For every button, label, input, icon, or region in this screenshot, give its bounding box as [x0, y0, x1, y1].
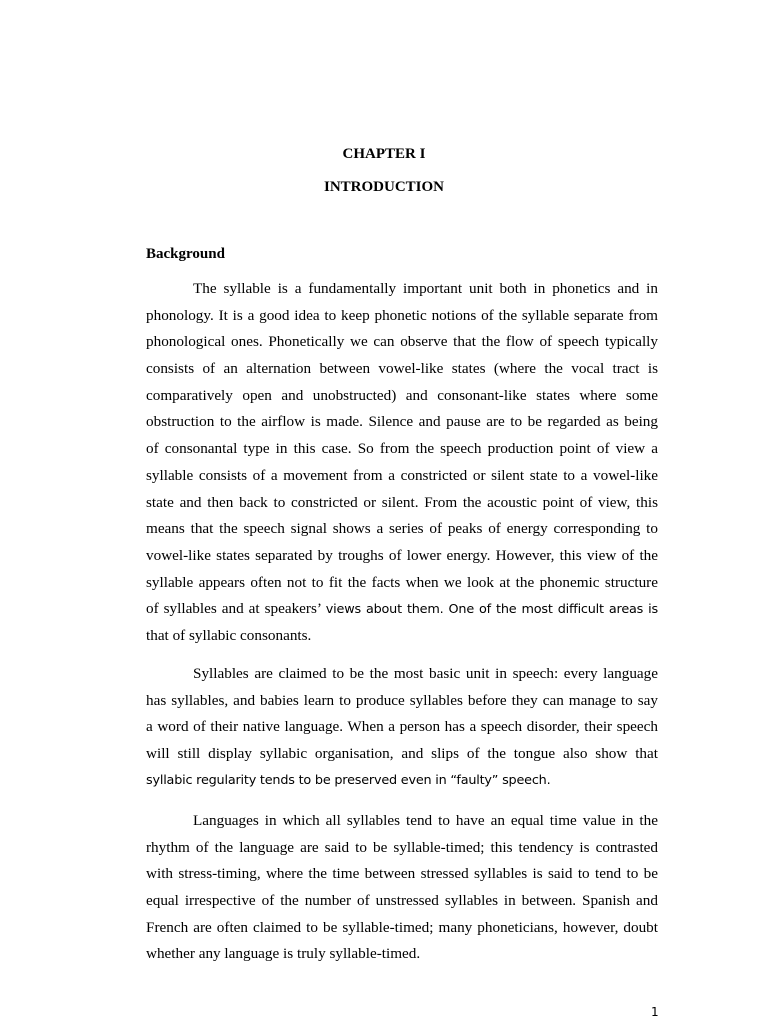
paragraph-line-mixed: [146, 596, 658, 623]
paragraph-line: phonological ones. Phonetically we can observe that the flow of speech typically: [146, 333, 658, 351]
paragraph-line: phonology. It is a good idea to keep phonetic notions of the syllable separate from: [146, 306, 658, 324]
page-number: 1: [651, 1005, 659, 1019]
chapter-label: CHAPTER I: [342, 146, 426, 162]
paragraph-line: a word of their native language. When a person has a speech disorder, their speech: [146, 718, 658, 736]
paragraph-line: will still display syllabic organisation, and slips of the tongue also show that: [146, 745, 658, 763]
paragraph-2: [146, 661, 658, 794]
paragraph-line: syllable appears often not to fit the facts when we look at the phonemic structure: [146, 573, 658, 591]
line-segment-sans: views about them. One of the most difficult areas is: [325, 602, 658, 618]
paragraph-line: of consonantal type in this case. So from the speech production point of view a: [146, 440, 658, 458]
paragraph-line: comparatively open and unobstructed) and consonant-like states where some: [146, 386, 658, 404]
chapter-title: INTRODUCTION: [323, 179, 444, 195]
paragraph-line: Languages in which all syllables tend to have an equal time value in the: [193, 812, 658, 829]
paragraph-line: Syllables are claimed to be the most basic unit in speech: every language: [193, 665, 658, 682]
paragraph-line: with stress-timing, where the time between stressed syllables is said to tend to be: [146, 865, 658, 883]
paragraph-line: consists of an alternation between vowel-like states (where the vocal tract is: [146, 360, 658, 378]
paragraph-line: means that the speech signal shows a series of peaks of energy corresponding to: [146, 520, 658, 538]
paragraph-line: has syllables, and babies learn to produce syllables before they can manage to say: [146, 691, 658, 709]
paragraph-line: state and then back to constricted or silent. From the acoustic point of view, this: [146, 493, 658, 511]
paragraph-line: syllabic regularity tends to be preserved even in “faulty” speech.: [146, 772, 551, 788]
section-heading: Background: [146, 246, 225, 262]
paragraph-line: syllable consists of a movement from a constricted or silent state to a vowel-like: [146, 466, 658, 484]
paragraph-line: vowel-like states separated by troughs of lower energy. However, this view of the: [146, 546, 658, 564]
paragraph-line: French are often claimed to be syllable-timed; many phoneticians, however, doubt: [146, 918, 658, 936]
paragraph-line: The syllable is a fundamentally important unit both in phonetics and in: [193, 280, 658, 297]
paragraph-line: rhythm of the language are said to be syllable-timed; this tendency is contrasted: [146, 838, 658, 856]
paragraph-1: [146, 276, 658, 650]
paragraph-line: whether any language is truly syllable-timed.: [146, 945, 421, 963]
paragraph-line: obstruction to the airflow is made. Silence and pause are to be regarded as being: [146, 413, 658, 431]
line-segment-serif: of syllables and at speakers’: [146, 600, 326, 618]
paragraph-3: [146, 808, 658, 968]
paragraph-line: that of syllabic consonants.: [146, 626, 312, 644]
paragraph-line: equal irrespective of the number of unstressed syllables in between. Spanish and: [146, 892, 658, 910]
